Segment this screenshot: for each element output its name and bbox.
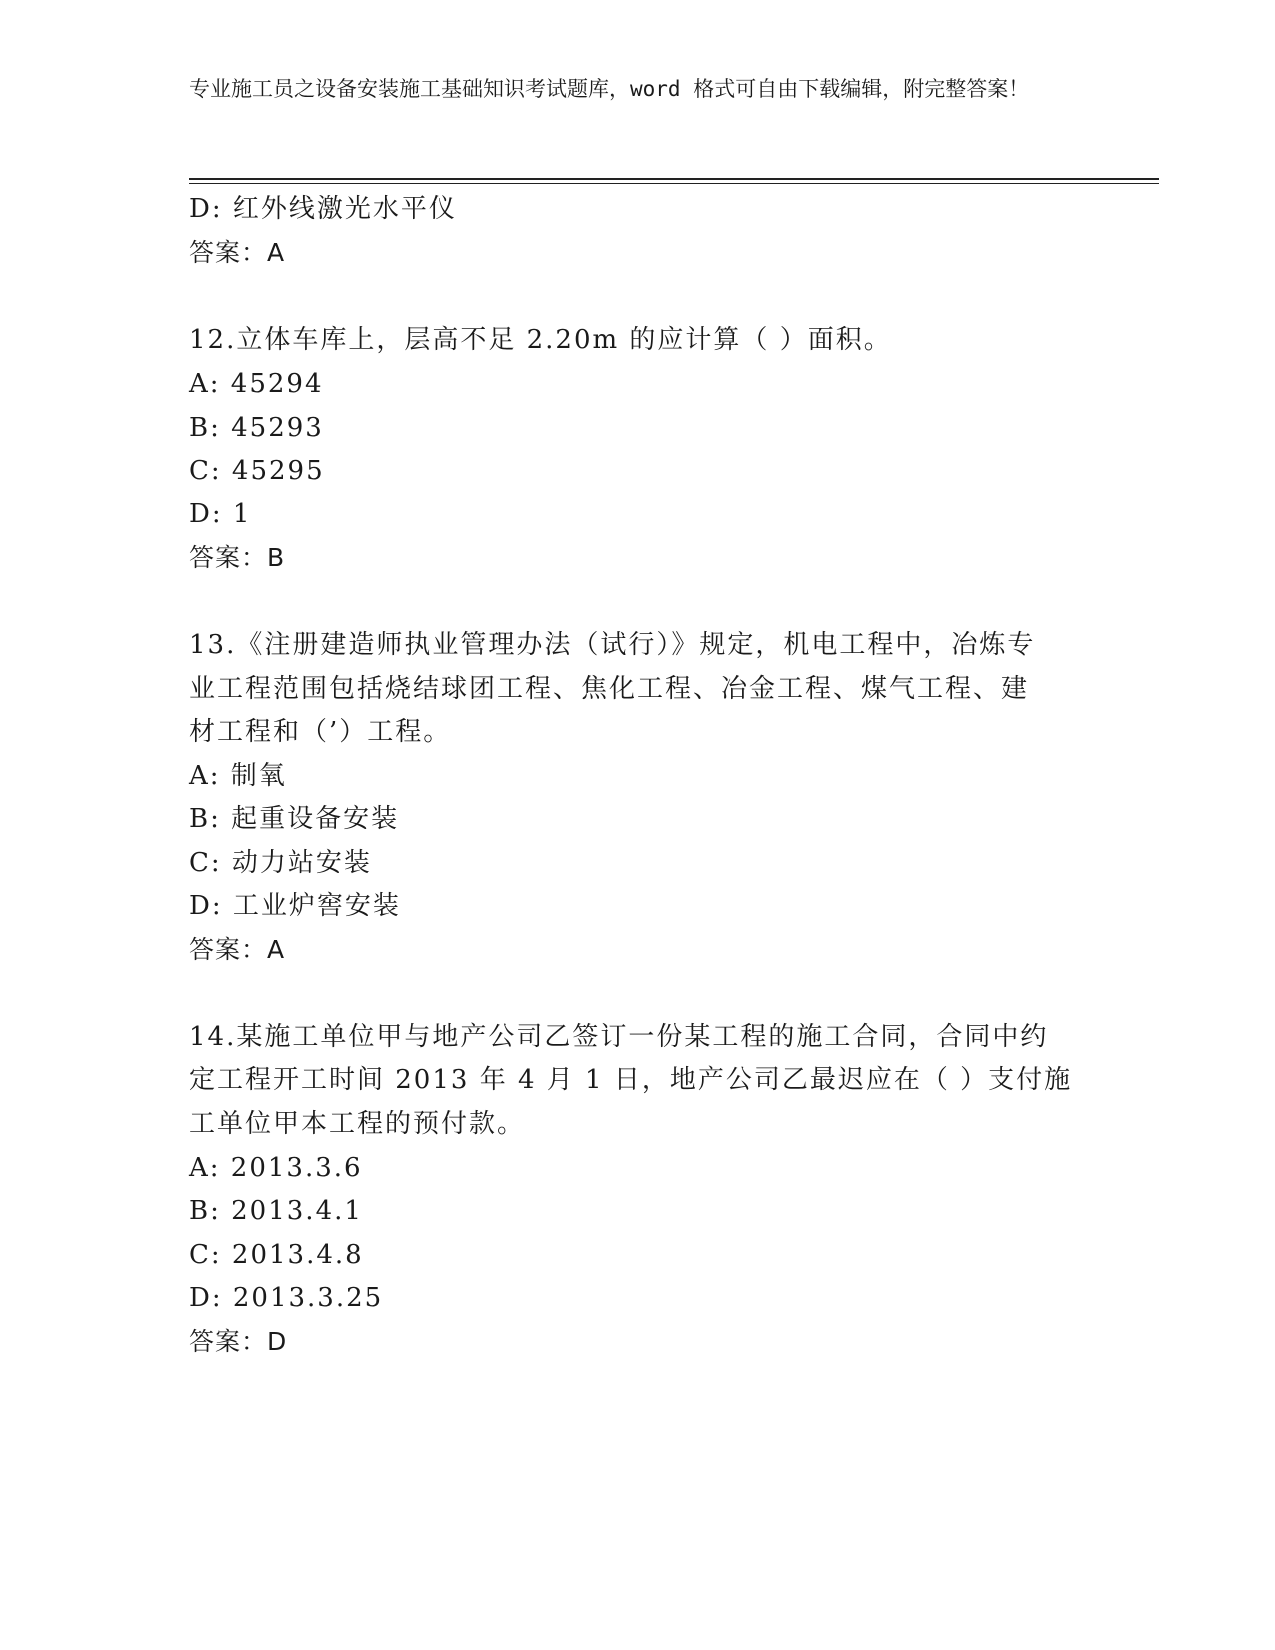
prev-answer: 答案：A — [189, 238, 286, 267]
q13-stem-line1: 13.《注册建造师执业管理办法（试行）》规定，机电工程中，冶炼专 — [189, 630, 1036, 660]
q14-option-c: C: 2013.4.8 — [189, 1240, 364, 1270]
q12-option-c: C: 45295 — [189, 456, 325, 486]
page-header: 专业施工员之设备安装施工基础知识考试题库，word 格式可自由下载编辑，附完整答案！ — [189, 77, 1030, 101]
q13-stem-line3: 材工程和（’）工程。 — [189, 717, 452, 747]
q14-stem-line1: 14.某施工单位甲与地产公司乙签订一份某工程的施工合同，合同中约 — [189, 1022, 1049, 1052]
q14-option-b: B: 2013.4.1 — [189, 1196, 363, 1226]
q14-option-d: D: 2013.3.25 — [189, 1283, 384, 1313]
q12-option-a: A: 45294 — [189, 369, 324, 399]
q13-stem-line2: 业工程范围包括烧结球团工程、焦化工程、冶金工程、煤气工程、建 — [189, 674, 1030, 704]
q14-option-a: A: 2013.3.6 — [189, 1153, 363, 1183]
q14-stem-line2: 定工程开工时间 2013 年 4 月 1 日，地产公司乙最迟应在（ ）支付施 — [189, 1065, 1073, 1095]
header-rule-thick — [189, 178, 1159, 180]
q13-option-a: A: 制氧 — [189, 761, 287, 791]
q13-option-b: B: 起重设备安装 — [189, 804, 400, 834]
q13-option-c: C: 动力站安装 — [189, 848, 372, 878]
q12-option-d: D: 1 — [189, 499, 252, 529]
q13-option-d: D: 工业炉窖安装 — [189, 891, 401, 921]
q14-stem-line3: 工单位甲本工程的预付款。 — [189, 1109, 526, 1139]
q12-option-b: B: 45293 — [189, 413, 324, 443]
q12-answer: 答案：B — [189, 543, 286, 572]
q14-answer: 答案：D — [189, 1327, 288, 1356]
header-rule-thin — [189, 183, 1159, 184]
q13-answer: 答案：A — [189, 935, 286, 964]
q12-stem: 12.立体车库上，层高不足 2.20m 的应计算（ ）面积。 — [189, 325, 892, 355]
prev-option-d: D: 红外线激光水平仪 — [189, 194, 457, 224]
